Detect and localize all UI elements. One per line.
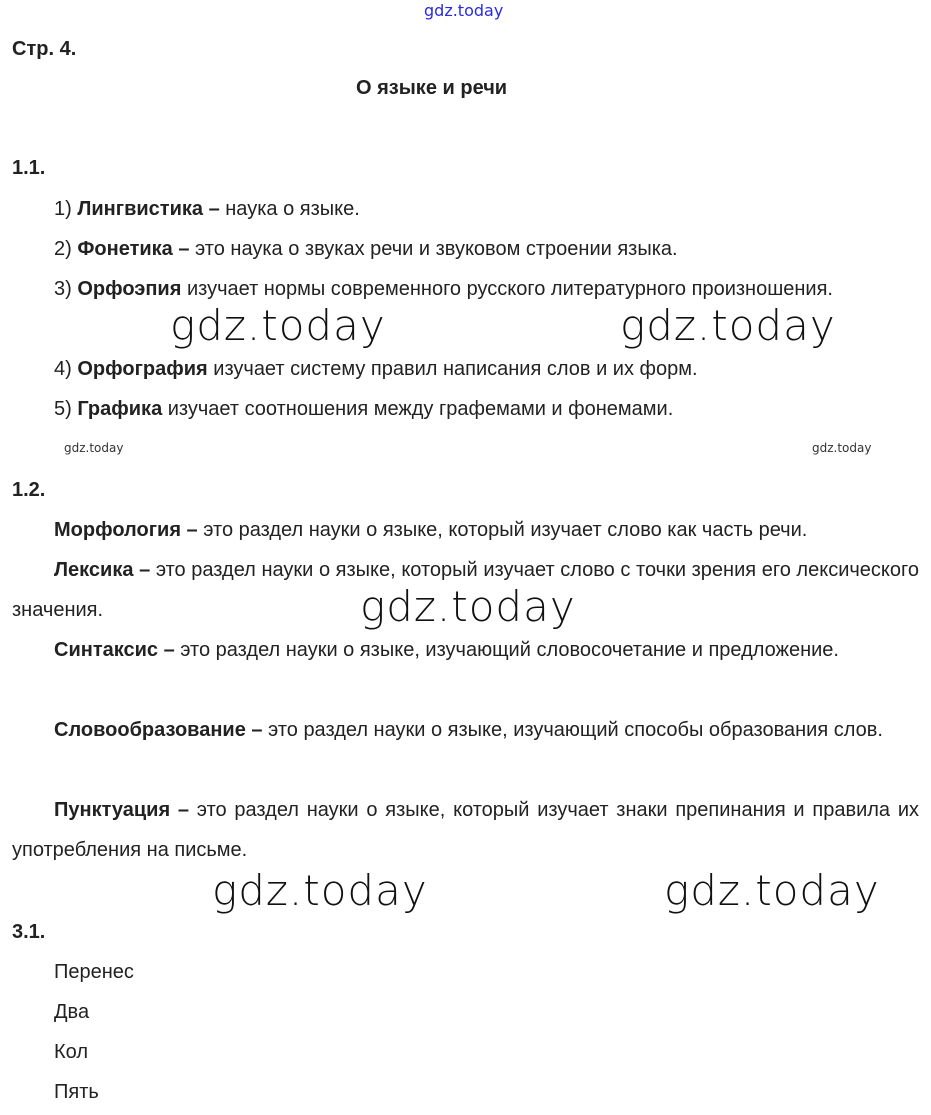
definition: Морфология – это раздел науки о языке, который изучает слово как часть речи. — [54, 519, 808, 541]
watermark: gdz.today — [664, 866, 880, 915]
definition: Словообразование – это раздел науки о языке, изучающий способы образования слов. — [54, 719, 883, 741]
list-item: 3) Орфоэпия изучает нормы современного русского литературного произношения. — [54, 278, 833, 300]
section-number: 1.2. — [12, 479, 46, 501]
definition: Лексика – это раздел науки о языке, который изучает слово с точки зрения его лексического значения. — [12, 559, 919, 621]
watermark: gdz.today — [620, 301, 836, 350]
word-item: Перенес — [54, 961, 134, 983]
list-item: 5) Графика изучает соотношения между графемами и фонемами. — [54, 398, 674, 420]
section-number: 3.1. — [12, 921, 46, 943]
section-number: 1.1. — [12, 157, 46, 179]
word-item: Пять — [54, 1081, 99, 1103]
definition: Синтаксис – это раздел науки о языке, изучающий словосочетание и предложение. — [54, 639, 839, 661]
list-item: 2) Фонетика – это наука о звуках речи и звуковом строении языка. — [54, 238, 678, 260]
definition: Пунктуация – это раздел науки о языке, который изучает знаки препинания и правила их употребления на письме. — [12, 799, 919, 861]
watermark: gdz.today — [170, 301, 386, 350]
word-item: Два — [54, 1001, 90, 1023]
watermark-small: gdz.today — [64, 441, 124, 455]
watermark: gdz.today — [212, 866, 428, 915]
watermark: gdz.today — [360, 582, 576, 631]
list-item: 1) Лингвистика – наука о языке. — [54, 198, 360, 220]
watermark-small: gdz.today — [812, 441, 872, 455]
list-item: 4) Орфография изучает систему правил написания слов и их форм. — [54, 358, 698, 380]
word-item: Кол — [54, 1041, 89, 1063]
page-label: Стр. 4. — [12, 38, 77, 60]
watermark-top: gdz.today — [424, 1, 504, 20]
page-title: О языке и речи — [356, 77, 508, 99]
